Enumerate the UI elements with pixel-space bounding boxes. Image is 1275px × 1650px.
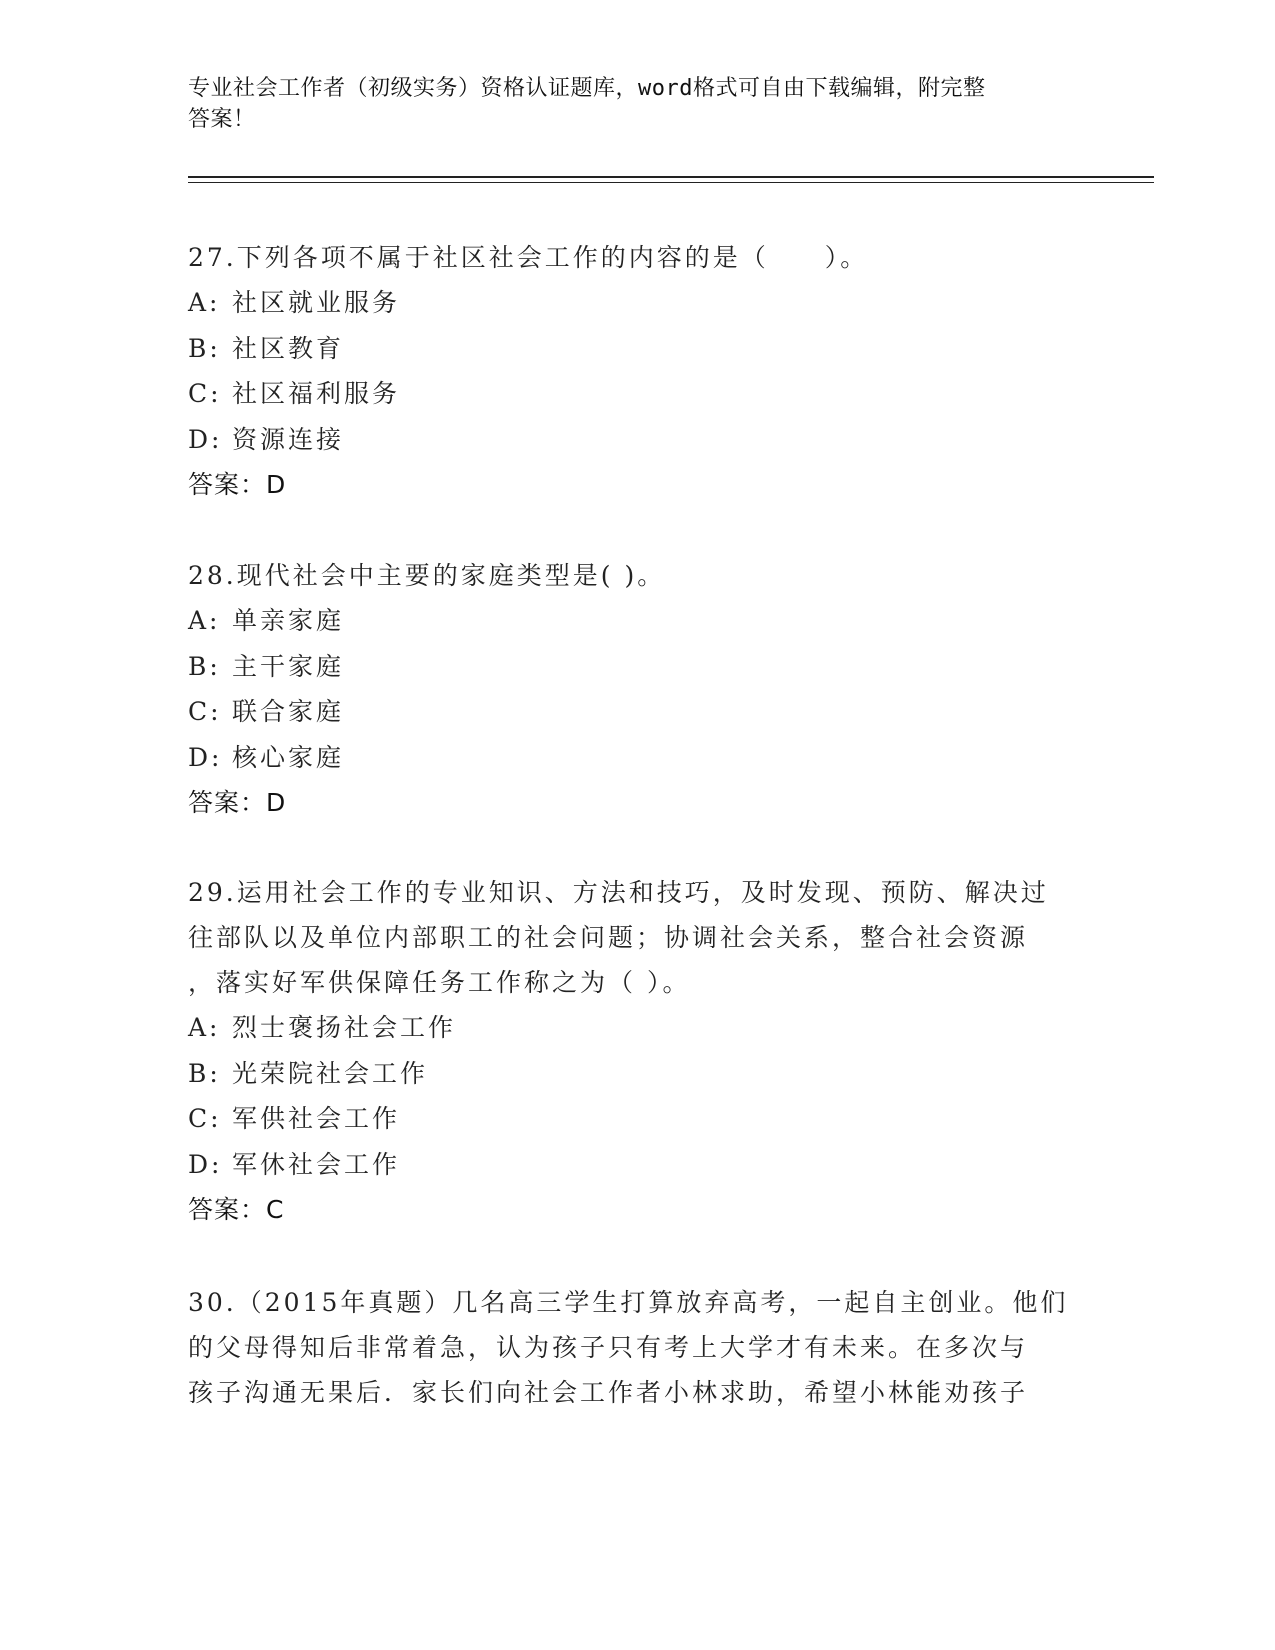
option-b: B: 光荣院社会工作 [188,1058,429,1088]
question-stem: 28.现代社会中主要的家庭类型是( )。 [188,561,666,590]
question-stem: 27.下列各项不属于社区社会工作的内容的是（ ）。 [188,243,869,272]
header-line-2: 答案！ [188,107,256,132]
option-a: A: 单亲家庭 [188,606,345,635]
header-rule-thick [188,176,1154,178]
document-header [188,73,1088,135]
answer: 答案：D [188,470,287,499]
option-d: D: 核心家庭 [188,742,345,772]
option-d: D: 资源连接 [188,424,345,454]
option-a: A: 社区就业服务 [188,288,401,317]
header-rule-thin [188,182,1154,183]
question-stem-line-3: 孩子沟通无果后．家长们向社会工作者小林求助，希望小林能劝孩子 [188,1378,1029,1407]
question-28 [188,553,1088,825]
question-stem-line-3: ，落实好军供保障任务工作称之为（ ）。 [188,968,691,997]
question-27 [188,235,1088,507]
question-stem-line-2: 往部队以及单位内部职工的社会问题；协调社会关系，整合社会资源 [188,923,1029,952]
option-b: B: 主干家庭 [188,651,345,681]
question-stem-line-1: 30.（2015年真题）几名高三学生打算放弃高考，一起自主创业。他们 [188,1288,1069,1317]
option-b: B: 社区教育 [188,333,345,363]
question-stem-line-2: 的父母得知后非常着急，认为孩子只有考上大学才有未来。在多次与 [188,1333,1029,1362]
question-29 [188,870,1088,1232]
header-line-1: 专业社会工作者（初级实务）资格认证题库，word格式可自由下载编辑，附完整 [188,76,986,101]
answer: 答案：C [188,1195,285,1224]
question-30 [188,1280,1088,1415]
option-c: C: 军供社会工作 [188,1104,401,1133]
option-d: D: 军休社会工作 [188,1149,401,1179]
option-c: C: 联合家庭 [188,697,345,726]
question-stem-line-1: 29.运用社会工作的专业知识、方法和技巧，及时发现、预防、解决过 [188,878,1049,907]
option-a: A: 烈士褒扬社会工作 [188,1013,457,1042]
option-c: C: 社区福利服务 [188,379,401,408]
answer: 答案：D [188,788,287,817]
